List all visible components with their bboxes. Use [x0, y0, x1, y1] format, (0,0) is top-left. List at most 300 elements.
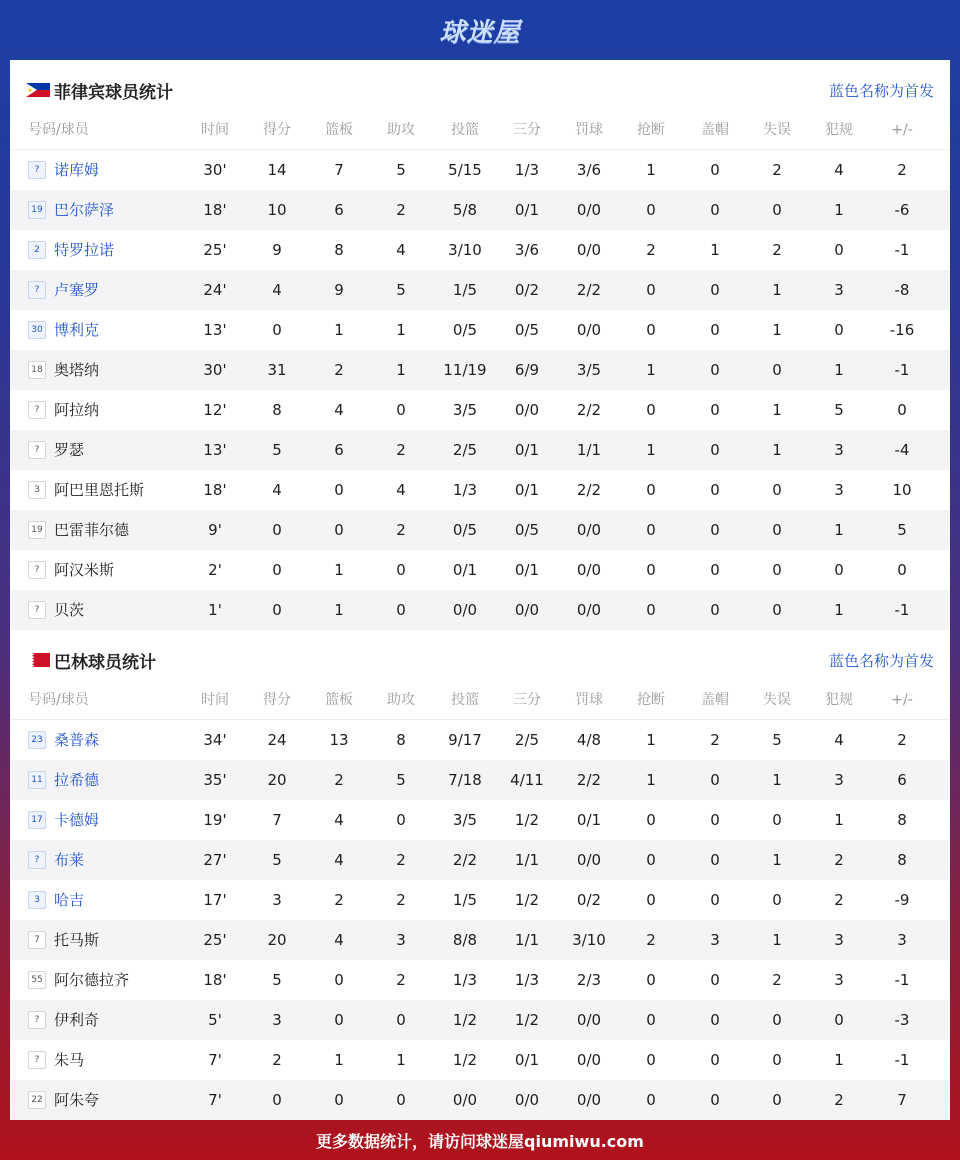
- stat-cell: 3: [834, 971, 844, 989]
- stat-cell: 1: [772, 321, 782, 339]
- stat-cell: 2/2: [576, 481, 602, 499]
- stat-cell: 3: [272, 1011, 282, 1029]
- jersey-number-badge: ?: [28, 851, 46, 869]
- player-row: [10, 720, 950, 760]
- stat-cell: 31: [267, 361, 287, 379]
- stat-cell: 0/0: [576, 851, 602, 869]
- stat-cell: -1: [894, 601, 910, 619]
- stat-cell: 0: [646, 1011, 656, 1029]
- player-name[interactable]: 博利克: [54, 321, 100, 339]
- stat-cell: 0: [710, 1051, 720, 1069]
- stat-cell: 1: [396, 1051, 406, 1069]
- stat-cell: 11/19: [443, 361, 487, 379]
- stat-cell: 12': [203, 401, 227, 419]
- player-row: [10, 550, 950, 590]
- stat-cell: 0: [334, 1011, 344, 1029]
- stat-cell: 0: [710, 441, 720, 459]
- stat-cell: 4: [334, 811, 344, 829]
- stat-cell: 1/1: [514, 931, 540, 949]
- stat-cell: 0: [834, 321, 844, 339]
- column-header: 三分: [513, 122, 541, 138]
- stat-cell: 0: [897, 561, 907, 579]
- column-header: 得分: [263, 692, 291, 708]
- starter-legend-note: 蓝色名称为首发: [828, 82, 934, 100]
- stat-cell: 0/0: [514, 401, 540, 419]
- stat-cell: 0: [272, 601, 282, 619]
- stat-cell: 3: [710, 931, 720, 949]
- stat-cell: 3/5: [452, 811, 478, 829]
- stat-cell: 18': [203, 201, 227, 219]
- column-header: 抢断: [637, 122, 665, 138]
- stat-cell: 0/0: [452, 601, 478, 619]
- stat-cell: 14: [267, 161, 287, 179]
- stat-cell: 0/0: [576, 241, 602, 259]
- stat-cell: 4: [272, 481, 282, 499]
- jersey-number-badge: ?: [28, 161, 46, 179]
- footer-text[interactable]: 更多数据统计，请访问球迷屋qiumiwu.com: [316, 1131, 644, 1151]
- stat-cell: 0: [646, 601, 656, 619]
- stat-cell: 0/0: [514, 1091, 540, 1109]
- stat-cell: 2: [772, 241, 782, 259]
- stat-cell: 2: [396, 521, 406, 539]
- column-header: 投篮: [451, 692, 479, 708]
- stat-cell: 2: [334, 891, 344, 909]
- stat-cell: 5: [272, 971, 282, 989]
- stat-cell: 0: [772, 601, 782, 619]
- stat-cell: 9': [208, 521, 222, 539]
- stat-cell: 8: [272, 401, 282, 419]
- column-header: 投篮: [451, 122, 479, 138]
- stat-cell: 5: [396, 281, 406, 299]
- stat-cell: 4/11: [510, 771, 544, 789]
- stat-cell: 0/1: [514, 1051, 540, 1069]
- stat-cell: 13': [203, 441, 227, 459]
- stat-cell: 6/9: [514, 361, 540, 379]
- stat-cell: 0: [334, 521, 344, 539]
- stat-cell: 1/5: [452, 281, 478, 299]
- stat-cell: 1: [646, 731, 656, 749]
- stat-cell: 6: [334, 441, 344, 459]
- stat-cell: 3: [272, 891, 282, 909]
- jersey-number-badge: 19: [28, 201, 46, 219]
- stat-cell: 1: [334, 601, 344, 619]
- player-name[interactable]: 拉希德: [54, 771, 100, 789]
- jersey-number-badge: 17: [28, 811, 46, 829]
- stat-cell: 1: [772, 931, 782, 949]
- player-row: [10, 230, 950, 270]
- stat-cell: 0/1: [514, 481, 540, 499]
- stat-cell: 3/6: [576, 161, 602, 179]
- stat-cell: 0: [710, 321, 720, 339]
- stat-cell: 9: [272, 241, 282, 259]
- jersey-number-badge: ?: [28, 401, 46, 419]
- stat-cell: 2: [897, 161, 907, 179]
- stat-cell: 10: [267, 201, 287, 219]
- stat-cell: 0: [710, 561, 720, 579]
- stat-cell: 20: [267, 771, 287, 789]
- stat-cell: 4/8: [576, 731, 602, 749]
- stat-cell: 2/2: [576, 281, 602, 299]
- column-header: 失误: [763, 692, 791, 708]
- stat-cell: 0/1: [514, 561, 540, 579]
- stat-cell: 0: [646, 321, 656, 339]
- stat-cell: 5': [208, 1011, 222, 1029]
- stat-cell: 1/2: [514, 811, 540, 829]
- player-row: [10, 310, 950, 350]
- stat-cell: 1/3: [452, 481, 478, 499]
- player-row: [10, 1000, 950, 1040]
- stat-cell: 0: [646, 481, 656, 499]
- stat-cell: 5: [272, 851, 282, 869]
- stat-cell: 0: [710, 201, 720, 219]
- stat-cell: 3/10: [448, 241, 482, 259]
- player-name[interactable]: 巴雷菲尔德: [54, 521, 130, 539]
- stat-cell: 0: [772, 521, 782, 539]
- player-row: [10, 470, 950, 510]
- player-name[interactable]: 伊利奇: [54, 1011, 100, 1029]
- stat-cell: 2: [646, 931, 656, 949]
- stat-cell: 0/1: [452, 561, 478, 579]
- player-row: [10, 350, 950, 390]
- stat-cell: 3/10: [572, 931, 606, 949]
- stat-cell: 0: [772, 811, 782, 829]
- stat-cell: 5: [897, 521, 907, 539]
- stat-cell: 0: [396, 601, 406, 619]
- stat-cell: 2/3: [576, 971, 602, 989]
- stat-cell: 0/1: [514, 441, 540, 459]
- stat-cell: 4: [396, 481, 406, 499]
- stat-cell: 5: [772, 731, 782, 749]
- stat-cell: 0: [710, 401, 720, 419]
- column-header: 盖帽: [701, 692, 729, 708]
- team-section-title: 巴林球员统计: [54, 653, 156, 673]
- player-row: [10, 1040, 950, 1080]
- stat-cell: 4: [396, 241, 406, 259]
- stat-cell: 2: [834, 1091, 844, 1109]
- stat-cell: -9: [894, 891, 910, 909]
- site-logo: [0, 0, 960, 60]
- stat-cell: 4: [334, 851, 344, 869]
- jersey-number-badge: 23: [28, 731, 46, 749]
- stat-cell: 8: [334, 241, 344, 259]
- stat-cell: 13: [329, 731, 349, 749]
- stat-cell: 18': [203, 481, 227, 499]
- stat-cell: 4: [834, 731, 844, 749]
- player-name[interactable]: 特罗拉诺: [54, 241, 115, 259]
- stat-cell: 0: [710, 481, 720, 499]
- stat-cell: 18': [203, 971, 227, 989]
- column-header: 犯规: [825, 122, 853, 138]
- stat-cell: 7: [334, 161, 344, 179]
- stat-cell: 24: [267, 731, 287, 749]
- player-row: [10, 430, 950, 470]
- stat-cell: 1: [834, 361, 844, 379]
- stat-cell: 0: [272, 1091, 282, 1109]
- stat-cell: 2': [208, 561, 222, 579]
- stat-cell: 0: [710, 891, 720, 909]
- stat-cell: 0: [334, 1091, 344, 1109]
- jersey-number-badge: ?: [28, 601, 46, 619]
- jersey-number-badge: 18: [28, 361, 46, 379]
- jersey-number-badge: 3: [28, 481, 46, 499]
- stat-cell: 7: [272, 811, 282, 829]
- stat-cell: 0/5: [514, 321, 540, 339]
- stat-cell: 3: [834, 771, 844, 789]
- stat-cell: 1: [334, 321, 344, 339]
- jersey-number-badge: ?: [28, 561, 46, 579]
- column-header: 助攻: [387, 692, 415, 708]
- starter-legend-note: 蓝色名称为首发: [828, 652, 934, 670]
- stat-cell: 4: [272, 281, 282, 299]
- stat-cell: 1: [646, 361, 656, 379]
- stat-cell: 0: [710, 811, 720, 829]
- player-name[interactable]: 卢塞罗: [54, 281, 100, 299]
- stat-cell: 0: [646, 561, 656, 579]
- stat-cell: 3/6: [514, 241, 540, 259]
- player-row: [10, 510, 950, 550]
- player-row: [10, 390, 950, 430]
- stat-cell: 0: [646, 971, 656, 989]
- stat-cell: 4: [334, 931, 344, 949]
- player-name[interactable]: 阿拉纳: [54, 401, 100, 419]
- stat-cell: 8: [897, 851, 907, 869]
- stat-cell: 5: [396, 161, 406, 179]
- player-name[interactable]: 阿尔德拉齐: [54, 971, 130, 989]
- stat-cell: 1/2: [514, 1011, 540, 1029]
- stat-cell: 0: [772, 201, 782, 219]
- stat-cell: 2: [272, 1051, 282, 1069]
- stat-cell: 27': [203, 851, 227, 869]
- stat-cell: 0: [334, 481, 344, 499]
- stat-cell: 1/3: [514, 971, 540, 989]
- jersey-number-badge: ?: [28, 1051, 46, 1069]
- stat-cell: 0: [334, 971, 344, 989]
- jersey-number-badge: ?: [28, 441, 46, 459]
- stat-cell: 1/3: [452, 971, 478, 989]
- player-name[interactable]: 巴尔萨泽: [54, 201, 115, 219]
- stat-cell: 6: [897, 771, 907, 789]
- stat-cell: 2: [334, 361, 344, 379]
- stat-cell: 8/8: [452, 931, 478, 949]
- player-name[interactable]: 哈吉: [54, 891, 85, 909]
- column-header: 盖帽: [701, 122, 729, 138]
- stat-cell: 0: [710, 601, 720, 619]
- philippines-flag-icon: [26, 82, 50, 96]
- stat-cell: 0/0: [576, 561, 602, 579]
- jersey-number-badge: 30: [28, 321, 46, 339]
- stat-cell: 0/0: [576, 1091, 602, 1109]
- stat-cell: 0: [646, 281, 656, 299]
- player-row: [10, 270, 950, 310]
- stat-cell: 30': [203, 161, 227, 179]
- stat-cell: 2: [334, 771, 344, 789]
- stat-cell: 8: [897, 811, 907, 829]
- stat-cell: 7': [208, 1051, 222, 1069]
- stat-cell: 0/0: [576, 521, 602, 539]
- column-header: 犯规: [825, 692, 853, 708]
- stat-cell: 1: [646, 441, 656, 459]
- column-header: 抢断: [637, 692, 665, 708]
- stat-cell: 24': [203, 281, 227, 299]
- stat-cell: 3/5: [576, 361, 602, 379]
- stat-cell: 2: [834, 851, 844, 869]
- stat-cell: 0: [646, 401, 656, 419]
- stat-cell: 0: [710, 281, 720, 299]
- player-row: [10, 880, 950, 920]
- stat-cell: 0: [772, 1091, 782, 1109]
- player-name[interactable]: 罗瑟: [54, 441, 85, 459]
- stat-cell: 0: [710, 1091, 720, 1109]
- jersey-number-badge: 19: [28, 521, 46, 539]
- stat-cell: 0/1: [514, 201, 540, 219]
- stat-cell: 0: [710, 521, 720, 539]
- stat-cell: -6: [894, 201, 910, 219]
- player-row: [10, 590, 950, 630]
- stat-cell: 9: [334, 281, 344, 299]
- player-row: [10, 1080, 950, 1120]
- stat-cell: 5: [272, 441, 282, 459]
- stat-cell: 0: [646, 811, 656, 829]
- column-header: +/-: [891, 692, 913, 708]
- column-header: 罚球: [575, 692, 603, 708]
- player-row: [10, 150, 950, 190]
- player-name[interactable]: 诺库姆: [54, 161, 100, 179]
- stat-cell: 5: [396, 771, 406, 789]
- stat-cell: 1: [834, 201, 844, 219]
- stat-cell: -3: [894, 1011, 910, 1029]
- jersey-number-badge: 11: [28, 771, 46, 789]
- stat-cell: 0: [272, 521, 282, 539]
- stat-cell: -4: [894, 441, 910, 459]
- stat-cell: 1: [646, 161, 656, 179]
- stat-cell: 0/0: [576, 321, 602, 339]
- player-name[interactable]: 朱马: [54, 1051, 85, 1069]
- jersey-number-badge: 3: [28, 891, 46, 909]
- stat-cell: 1: [834, 521, 844, 539]
- stat-cell: 2: [897, 731, 907, 749]
- column-header: 时间: [201, 122, 229, 138]
- stat-cell: 0: [772, 1011, 782, 1029]
- stat-cell: 2: [396, 971, 406, 989]
- stat-cell: 3: [834, 441, 844, 459]
- stat-cell: 0/5: [514, 521, 540, 539]
- stat-cell: 0: [646, 1051, 656, 1069]
- stat-cell: 0: [646, 891, 656, 909]
- stat-cell: 10: [892, 481, 912, 499]
- stat-cell: 0: [646, 1091, 656, 1109]
- stat-cell: 0: [710, 851, 720, 869]
- stat-cell: 0/2: [576, 891, 602, 909]
- jersey-number-badge: ?: [28, 281, 46, 299]
- jersey-number-badge: 2: [28, 241, 46, 259]
- stat-cell: 1/2: [452, 1011, 478, 1029]
- stat-cell: 1: [772, 771, 782, 789]
- stat-cell: 30': [203, 361, 227, 379]
- stat-cell: 9/17: [448, 731, 482, 749]
- stat-cell: 2/2: [576, 401, 602, 419]
- stat-cell: 0: [396, 1011, 406, 1029]
- player-name[interactable]: 奥塔纳: [54, 361, 100, 379]
- player-row: [10, 840, 950, 880]
- stat-cell: 7': [208, 1091, 222, 1109]
- stat-cell: 0: [646, 851, 656, 869]
- player-row: [10, 920, 950, 960]
- stat-cell: 0: [710, 971, 720, 989]
- stat-cell: 3: [897, 931, 907, 949]
- player-name[interactable]: 阿巴里恩托斯: [54, 481, 145, 499]
- column-header: 得分: [263, 122, 291, 138]
- stat-cell: 0: [772, 1051, 782, 1069]
- stat-cell: 0/2: [514, 281, 540, 299]
- stat-cell: -8: [894, 281, 910, 299]
- stat-cell: 8: [396, 731, 406, 749]
- stat-cell: 19': [203, 811, 227, 829]
- stat-cell: 1/3: [514, 161, 540, 179]
- stat-cell: 0/0: [452, 1091, 478, 1109]
- stat-cell: 1: [334, 561, 344, 579]
- player-row: [10, 760, 950, 800]
- stat-cell: 1/1: [576, 441, 602, 459]
- stat-cell: 0: [396, 1091, 406, 1109]
- stat-cell: 2: [834, 891, 844, 909]
- stat-cell: 1: [834, 811, 844, 829]
- stat-cell: 1/2: [452, 1051, 478, 1069]
- player-name[interactable]: 阿朱夸: [54, 1091, 100, 1109]
- stat-cell: 2: [396, 201, 406, 219]
- player-name[interactable]: 托马斯: [54, 931, 100, 949]
- stat-cell: -1: [894, 361, 910, 379]
- footer-banner[interactable]: [0, 1120, 960, 1160]
- player-name[interactable]: 阿汉米斯: [54, 561, 115, 579]
- stat-cell: 6: [334, 201, 344, 219]
- stat-cell: 25': [203, 931, 227, 949]
- stat-cell: 0/0: [576, 1011, 602, 1029]
- player-name[interactable]: 桑普森: [54, 731, 100, 749]
- column-header: 篮板: [325, 692, 353, 708]
- player-name[interactable]: 布莱: [54, 851, 85, 869]
- team-section-title: 菲律宾球员统计: [54, 83, 173, 103]
- stat-cell: 2: [646, 241, 656, 259]
- column-header: 助攻: [387, 122, 415, 138]
- column-header: +/-: [891, 122, 913, 138]
- table-header-row: [10, 110, 950, 150]
- stat-cell: 3: [834, 931, 844, 949]
- column-header: 号码/球员: [28, 692, 89, 708]
- column-header: 三分: [513, 692, 541, 708]
- stat-cell: 1: [334, 1051, 344, 1069]
- stat-cell: 3: [834, 281, 844, 299]
- jersey-number-badge: 7: [28, 931, 46, 949]
- player-name[interactable]: 卡德姆: [54, 811, 100, 829]
- stat-cell: 1: [710, 241, 720, 259]
- column-header: 时间: [201, 692, 229, 708]
- stat-cell: 3: [396, 931, 406, 949]
- stat-cell: 2: [396, 441, 406, 459]
- stat-cell: -16: [889, 321, 915, 339]
- jersey-number-badge: 55: [28, 971, 46, 989]
- player-name[interactable]: 贝茨: [54, 601, 85, 619]
- stat-cell: 0/1: [576, 811, 602, 829]
- stat-cell: 0: [710, 1011, 720, 1029]
- stat-cell: 1: [834, 1051, 844, 1069]
- logo-text: 球迷屋: [439, 17, 521, 48]
- stat-cell: 0: [772, 481, 782, 499]
- stat-cell: 0: [897, 401, 907, 419]
- stat-cell: 1: [772, 401, 782, 419]
- stat-cell: 13': [203, 321, 227, 339]
- stat-cell: 1: [772, 441, 782, 459]
- stat-cell: 2: [710, 731, 720, 749]
